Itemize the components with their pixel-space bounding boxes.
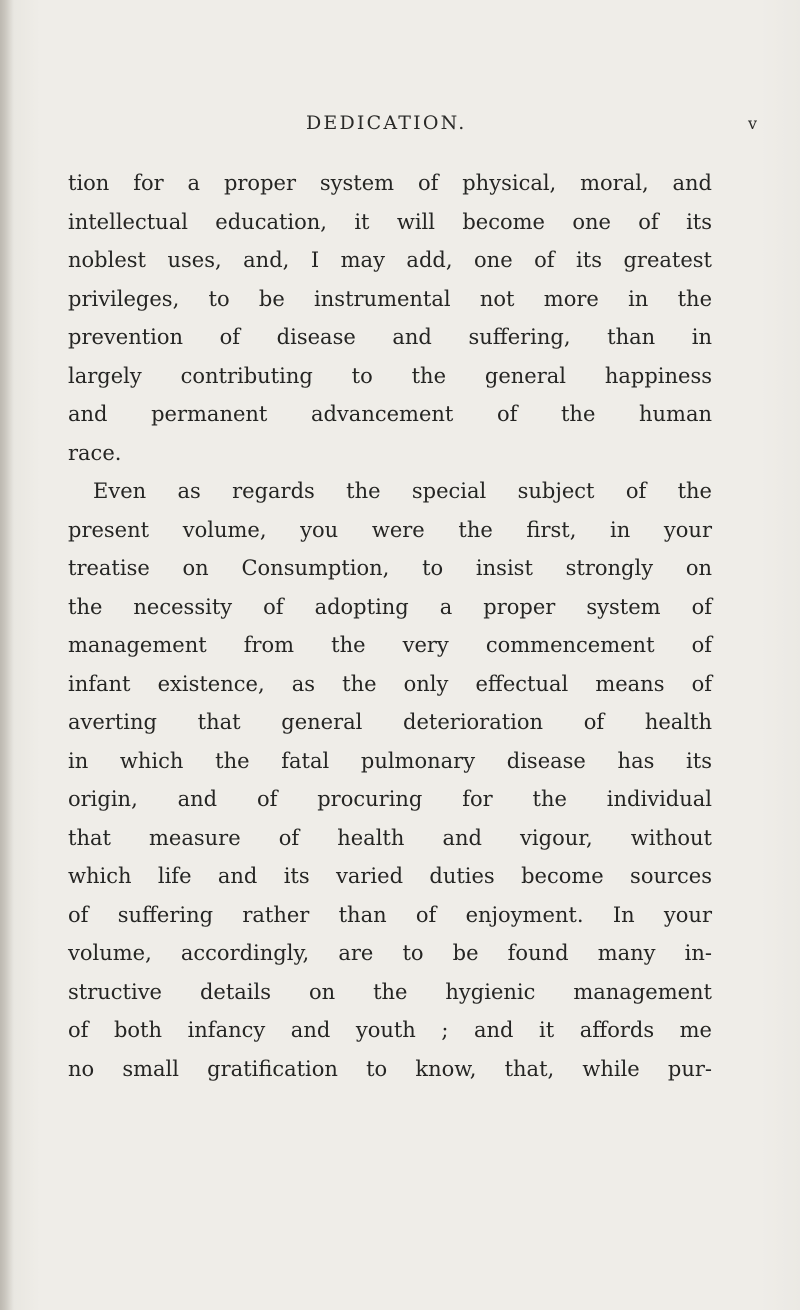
paragraph-start-line: Even as regards the special subject of the bbox=[93, 479, 712, 503]
text-line: which life and its varied duties become sources bbox=[68, 864, 712, 888]
text-line: prevention of disease and suffering, than in bbox=[68, 325, 712, 349]
paragraph-end-line: race. bbox=[68, 440, 122, 465]
binding-shadow bbox=[0, 0, 14, 1310]
page-number: v bbox=[748, 114, 759, 133]
text-line: infant existence, as the only effectual means of bbox=[68, 671, 712, 696]
text-line: the necessity of adopting a proper system of bbox=[68, 594, 712, 619]
text-line: of suffering rather than of enjoyment. In your bbox=[68, 902, 712, 927]
text-line: management from the very commencement of bbox=[68, 633, 712, 657]
text-line: largely contributing to the general happiness bbox=[68, 363, 712, 388]
text-line: structive details on the hygienic management bbox=[68, 979, 712, 1004]
body-text bbox=[68, 164, 712, 1088]
text-line: origin, and of procuring for the individual bbox=[68, 787, 712, 811]
text-line: volume, accordingly, are to be found many in- bbox=[68, 941, 712, 965]
text-line: treatise on Consumption, to insist strongly on bbox=[68, 556, 712, 580]
text-line: present volume, you were the first, in your bbox=[68, 517, 712, 542]
running-head bbox=[0, 112, 800, 142]
text-line: averting that general deterioration of health bbox=[68, 710, 712, 734]
text-line: of both infancy and youth ; and it affords me bbox=[68, 1018, 712, 1042]
text-line: no small gratification to know, that, while pur- bbox=[68, 1056, 712, 1081]
running-head-title: DEDICATION. bbox=[306, 112, 467, 134]
text-line: tion for a proper system of physical, moral, and bbox=[68, 171, 712, 195]
text-line: in which the fatal pulmonary disease has its bbox=[68, 748, 712, 773]
text-line: that measure of health and vigour, without bbox=[68, 825, 712, 850]
text-line: and permanent advancement of the human bbox=[68, 402, 712, 426]
text-line: privileges, to be instrumental not more in the bbox=[68, 286, 712, 311]
text-line: intellectual education, it will become one of its bbox=[68, 209, 712, 234]
text-line: noblest uses, and, I may add, one of its greatest bbox=[68, 248, 712, 272]
